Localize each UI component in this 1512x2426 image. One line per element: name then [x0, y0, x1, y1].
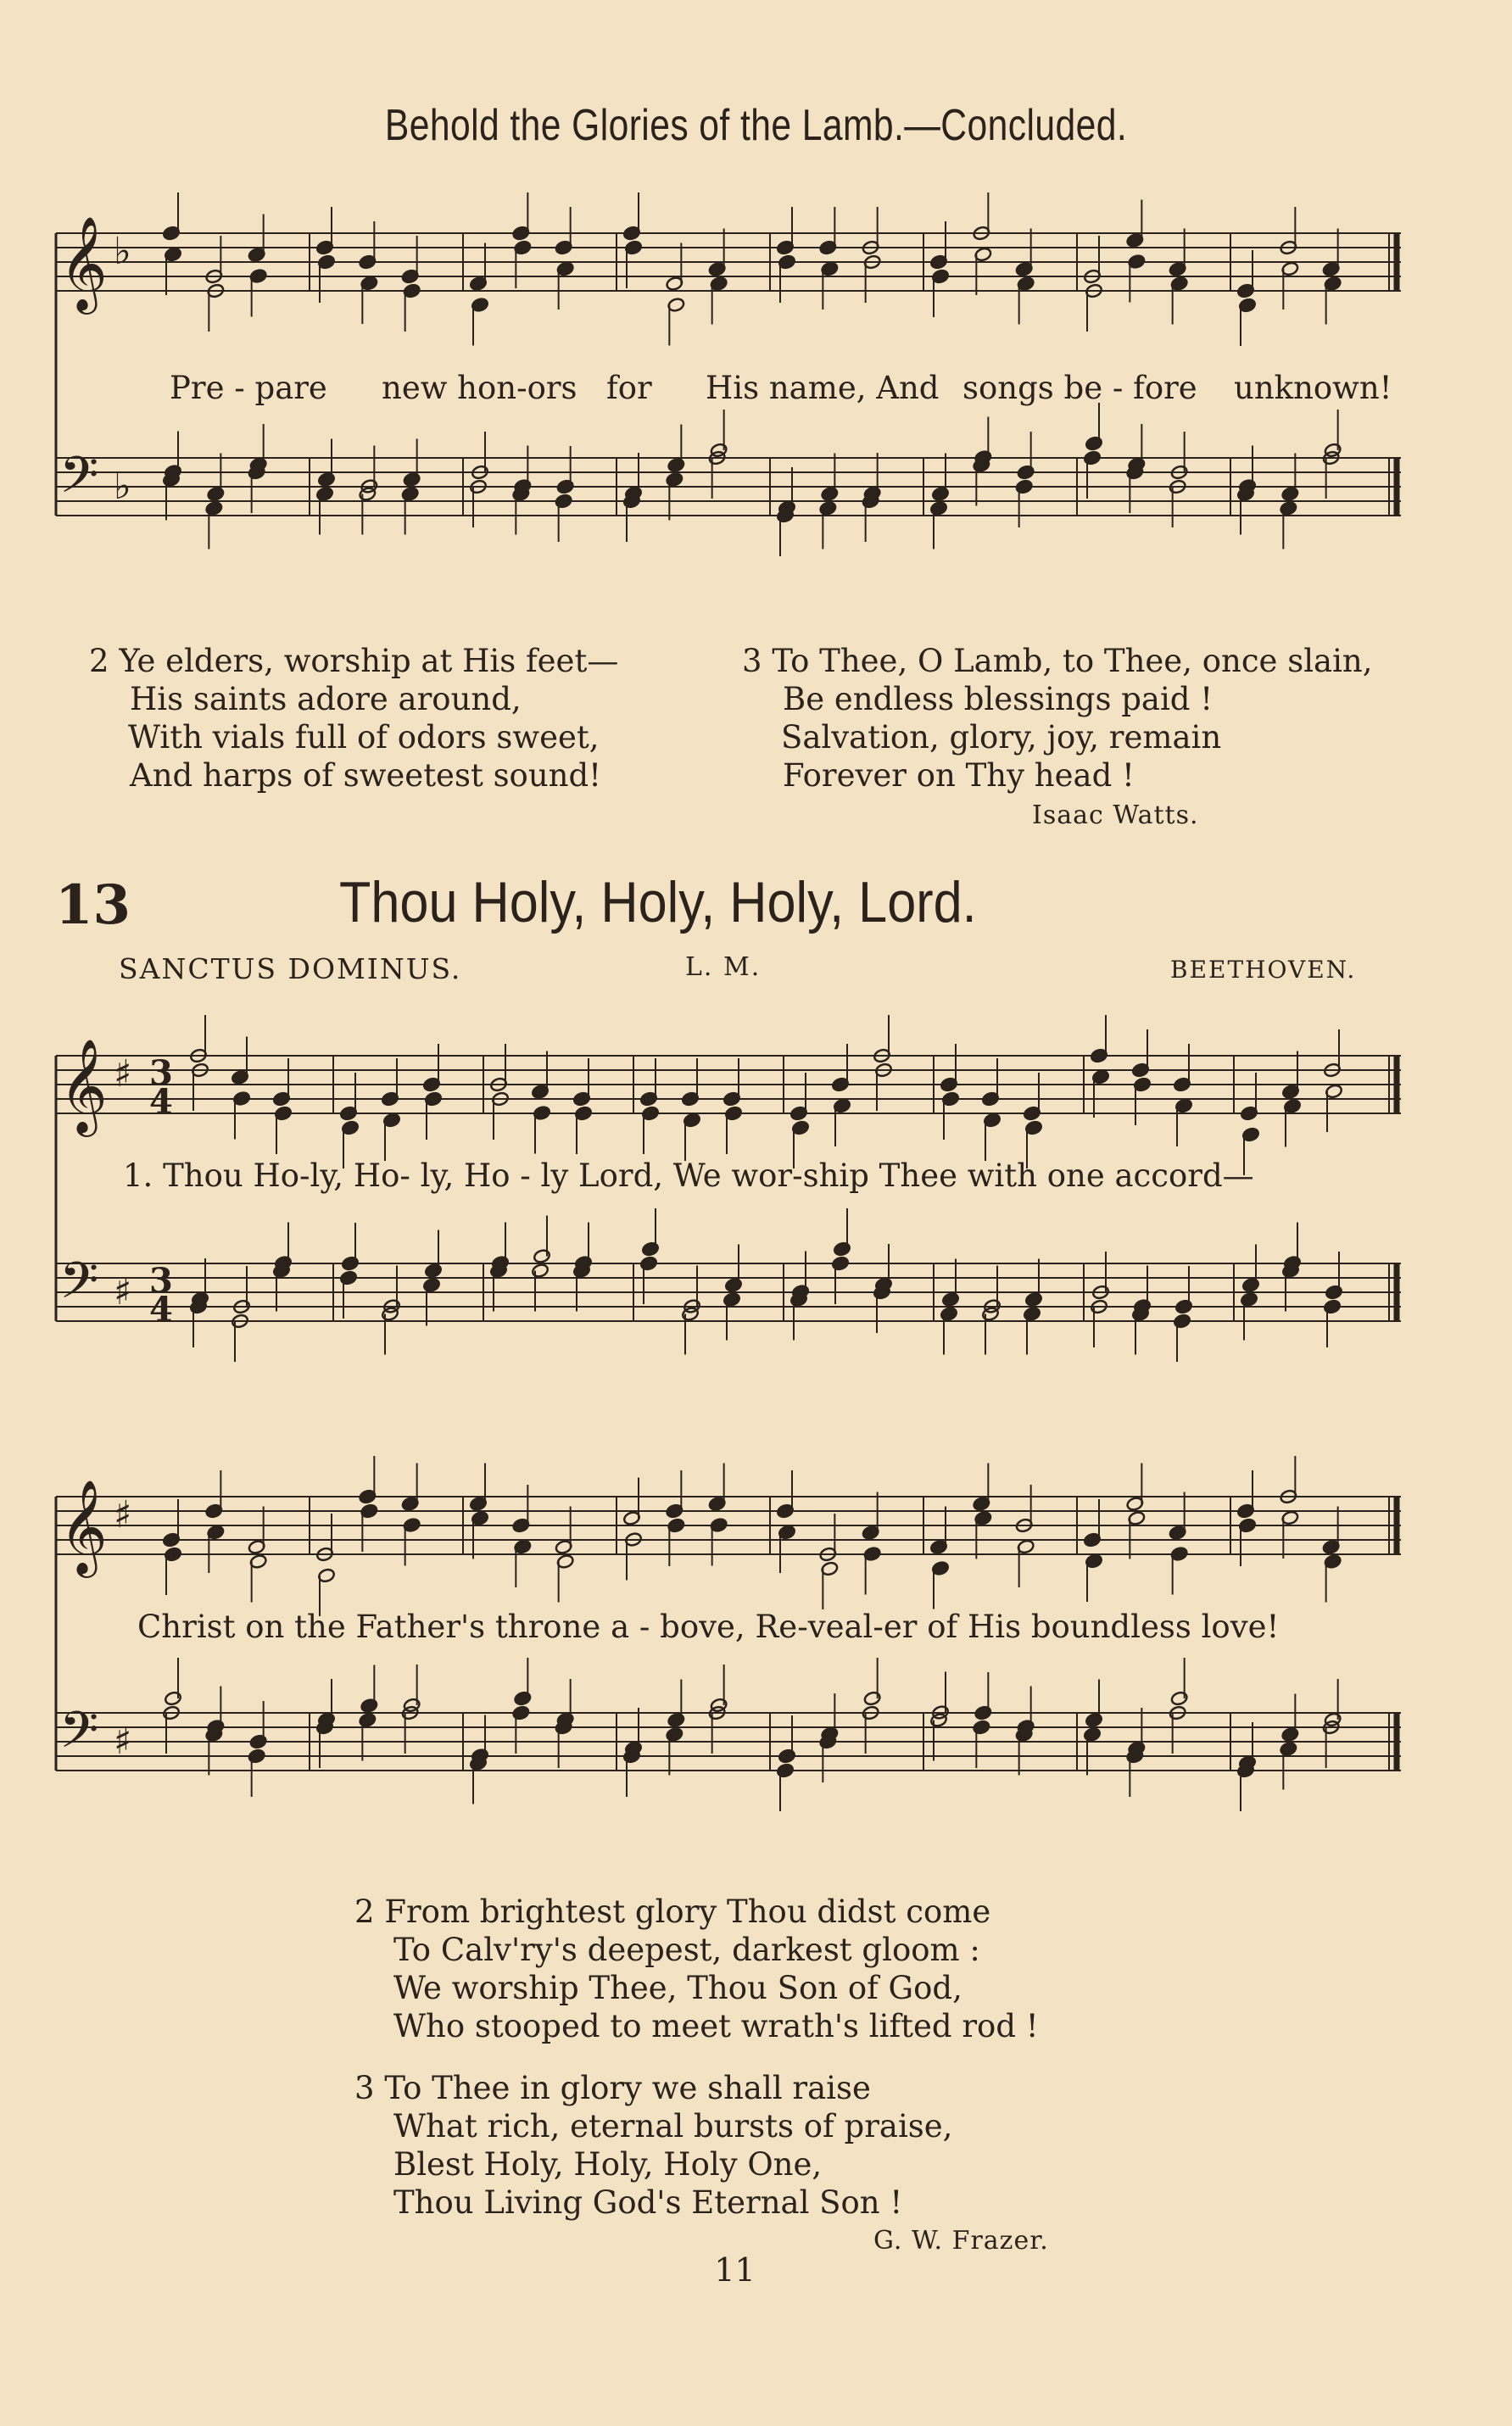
hymn12-author: Isaac Watts. [1032, 800, 1199, 830]
lyric-word: for [606, 370, 652, 406]
note-head [1015, 479, 1033, 494]
note-head [667, 457, 685, 472]
note-head [1174, 1299, 1192, 1314]
note-head [531, 1263, 549, 1278]
hymn13-verse-3 [354, 2069, 952, 2222]
hymn13-lyrics-line-2: Christ on the Father's throne a - bove, Re-veal-er of His boundless love! [137, 1609, 1280, 1645]
note-head [1017, 465, 1035, 480]
treble-clef-icon: 𝄞 [59, 215, 108, 310]
note-head [1325, 1285, 1342, 1300]
time-signature-bottom: 4 [149, 1290, 173, 1330]
lyric-word: unknown! [1234, 370, 1392, 406]
note-head [667, 1712, 685, 1727]
note-head [974, 1705, 992, 1721]
note-head [641, 1241, 659, 1257]
hymn13-verse-2 [354, 1893, 1039, 2045]
verse-line: What rich, eternal bursts of praise, [393, 2108, 953, 2144]
verse-line: Blest Holy, Holy, Holy One, [393, 2146, 823, 2183]
note-head [1173, 1313, 1191, 1329]
time-signature-bottom: 4 [149, 1082, 173, 1122]
note-head [1083, 1726, 1101, 1742]
note-head [1083, 450, 1101, 466]
note-head [424, 1263, 442, 1278]
note-head [403, 471, 421, 487]
verse-line: To Thee in glory we shall raise [384, 2070, 871, 2106]
treble-staff [56, 192, 1401, 346]
verse-line: From brightest glory Thou didst come [384, 1893, 991, 1930]
verse-line: His saints adore around, [130, 681, 522, 717]
verse-line: To Calv'ry's deepest, darkest gloom : [393, 1932, 980, 1968]
time-signature-top: 3 [149, 1261, 173, 1301]
bass-clef-icon: 𝄢 [59, 1700, 99, 1771]
note-head [164, 1691, 181, 1706]
note-head [360, 1698, 378, 1713]
time-signature-top: 3 [149, 1053, 173, 1093]
note-head [556, 479, 574, 494]
note-head [422, 1277, 440, 1292]
hymn13-author: G. W. Frazer. [873, 2226, 1049, 2256]
sharp-icon: ♯ [114, 1270, 132, 1313]
note-head [776, 1763, 794, 1778]
note-head [207, 486, 225, 501]
note-head [833, 1241, 851, 1257]
bass-staff [56, 1208, 1401, 1362]
verse-line: To Thee, O Lamb, to Thee, once slain, [772, 643, 1373, 679]
tune-name: SANCTUS DOMINUS. [119, 952, 462, 985]
continued-title: Behold the Glories of the Lamb.—Concluded. [384, 101, 1128, 150]
note-head [666, 471, 683, 487]
note-head [1085, 436, 1102, 451]
note-head [1323, 1299, 1341, 1314]
note-head [1280, 1741, 1297, 1756]
note-head [931, 486, 949, 501]
sharp-icon: ♯ [114, 1052, 132, 1096]
note-head [317, 471, 335, 487]
note-head [819, 500, 837, 516]
note-head [514, 1691, 532, 1706]
note-head [1085, 1712, 1102, 1727]
note-head [666, 1726, 683, 1742]
verse-line: And harps of sweetest sound! [130, 757, 602, 794]
bass-staff [56, 403, 1401, 556]
hymn-number: 13 [55, 873, 131, 937]
note-head [1281, 1726, 1299, 1742]
lyric-word: His name, And [706, 370, 940, 406]
verse-line: We worship Thee, Thou Son of God, [393, 1970, 962, 2006]
bass-clef-icon: 𝄢 [59, 1251, 99, 1322]
sharp-icon: ♯ [114, 1493, 132, 1536]
verse-line: Be endless blessings paid ! [783, 681, 1214, 717]
treble-staff [56, 1015, 1401, 1175]
verse-line: Who stooped to meet wrath's lifted rod ! [393, 2008, 1039, 2044]
verse-line: With vials full of odors sweet, [128, 719, 600, 756]
verse-line: Salvation, glory, joy, remain [781, 719, 1222, 756]
composer: BEETHOVEN. [1170, 956, 1357, 984]
hymn-title: Thou Holy, Holy, Holy, Lord. [339, 870, 977, 934]
lyric-word: Pre - pare [170, 370, 327, 406]
bass-clef-icon: 𝄢 [59, 445, 99, 516]
note-head [723, 1291, 740, 1307]
flat-icon: ♭ [114, 230, 131, 273]
verse-line: Forever on Thy head ! [783, 757, 1135, 794]
note-head [941, 1291, 959, 1307]
note-head [339, 1270, 357, 1286]
treble-clef-icon: 𝄞 [59, 1479, 108, 1574]
page-number: 11 [714, 2251, 756, 2289]
note-head [533, 1248, 550, 1263]
hymn12-verse-2 [89, 642, 618, 795]
hymn12-verse-3 [742, 642, 1373, 795]
hymn13-lyrics-line-1: 1. Thou Ho-ly, Ho- ly, Ho - ly Lord, We wor-ship Thee with one accord— [123, 1157, 1254, 1194]
note-head [929, 500, 947, 516]
note-head [863, 1691, 881, 1706]
note-head [1241, 1277, 1259, 1292]
bass-staff [56, 1658, 1401, 1811]
meter: L. M. [685, 952, 762, 982]
sharp-icon: ♯ [114, 1720, 132, 1763]
note-head [1281, 486, 1299, 501]
note-head [1023, 1306, 1041, 1321]
note-head [341, 1256, 359, 1271]
note-head [359, 1712, 377, 1727]
note-head [973, 1720, 990, 1735]
note-head [724, 1277, 742, 1292]
note-head [1024, 1291, 1042, 1307]
note-head [401, 486, 419, 501]
note-head [821, 486, 839, 501]
verse-number: 3 [354, 2070, 375, 2106]
flat-icon: ♭ [114, 465, 131, 508]
note-head [1280, 500, 1297, 516]
note-head [205, 500, 223, 516]
lyric-word: new hon-ors [382, 370, 577, 406]
verse-line: Ye elders, worship at His feet— [119, 643, 619, 679]
treble-staff [56, 1456, 1401, 1616]
note-head [1240, 1291, 1258, 1307]
verse-number: 2 [354, 1893, 375, 1930]
note-head [1170, 1691, 1188, 1706]
note-head [555, 494, 572, 509]
note-head [778, 1748, 795, 1764]
verse-number: 2 [89, 643, 109, 679]
note-head [940, 1306, 957, 1321]
note-head [512, 1705, 530, 1721]
verse-number: 3 [742, 643, 762, 679]
treble-clef-icon: 𝄞 [59, 1038, 108, 1133]
note-head [315, 486, 333, 501]
note-head [639, 1256, 657, 1271]
note-head [248, 1748, 265, 1764]
note-head [831, 1256, 849, 1271]
lyric-word: songs be - fore [962, 370, 1197, 406]
verse-line: Thou Living God's Eternal Son ! [393, 2184, 903, 2221]
note-head [249, 1734, 267, 1749]
